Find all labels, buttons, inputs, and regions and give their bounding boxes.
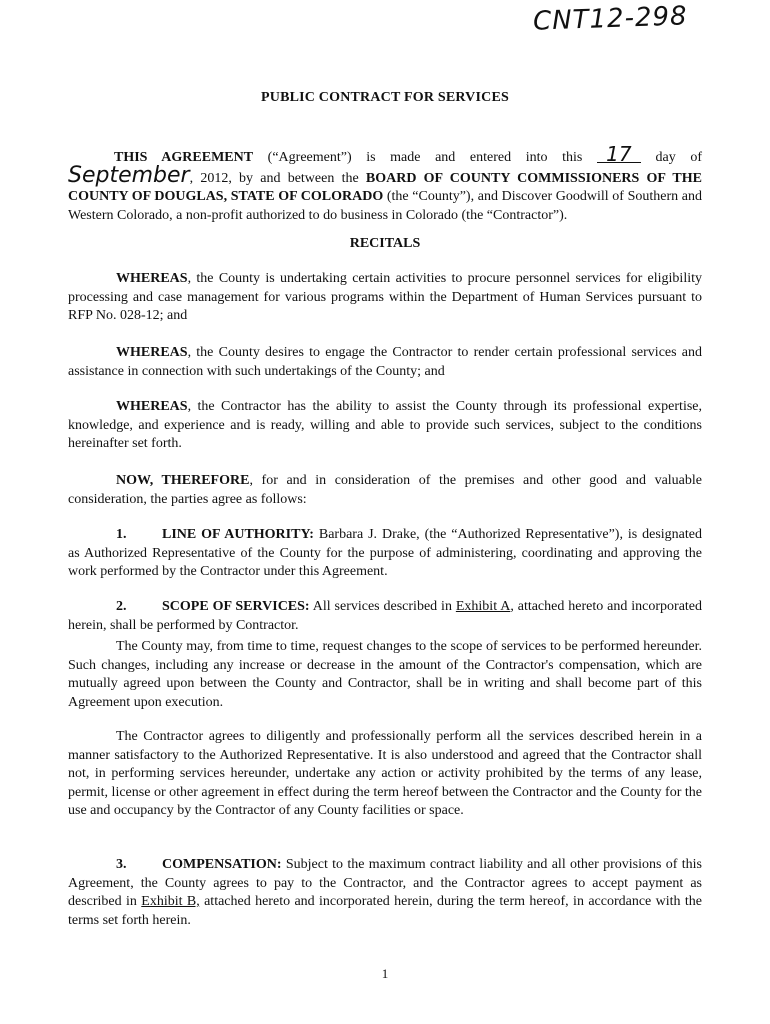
section-1-heading: LINE OF AUTHORITY: bbox=[162, 527, 314, 542]
intro-paragraph: THIS AGREEMENT (“Agreement”) is made and entered into this 17 day of September, 2012, by and between the BOARD OF COUNTY COMMISSIONERS OF THE COUNTY OF DOUGLAS, STATE OF COLORADO (the “County”), and Discover Goodwill of Southern and Western Colorado, a non-profit authorized to do business in Colorado (the “Contractor”). bbox=[68, 142, 702, 223]
section-2-scope-of-services: 2. SCOPE OF SERVICES: All services described in Exhibit A, attached hereto and incorporated herein, shall be performed by Contractor. bbox=[68, 599, 703, 633]
section-3-heading: COMPENSATION: bbox=[162, 857, 282, 872]
agreement-term: THIS AGREEMENT bbox=[114, 150, 254, 165]
page-number: 1 bbox=[381, 966, 389, 981]
handwritten-contract-number: CNT12-298 bbox=[532, 1, 689, 37]
section-2-performance-paragraph: The Contractor agrees to diligently and professionally perform all the services described herein in a manner satisfactory to the Authorized Representative. It is also understood and agreed that the Contractor shall not, in performing services hereunder, undertake any action or activity prohibited by the terms of any lease, permit, license or other agreement in effect during the term hereof between the Contractor and the County for the use and occupancy by the Contractor of any County facilities or space. bbox=[68, 729, 702, 818]
whereas-paragraph-1: WHEREAS, the County is undertaking certain activities to procure personnel services for eligibility processing and case management for various programs within the Department of Human Services pursuant to RFP No. 028-12; and bbox=[68, 271, 702, 323]
section-2-heading: SCOPE OF SERVICES: bbox=[162, 599, 310, 614]
exhibit-a-reference: Exhibit A bbox=[455, 599, 511, 614]
whereas-paragraph-2: WHEREAS, the County desires to engage the Contractor to render certain professional services and assistance in connection with such undertakings of the County; and bbox=[68, 345, 702, 379]
exhibit-b-reference: Exhibit B, bbox=[141, 894, 200, 909]
document-title: PUBLIC CONTRACT FOR SERVICES bbox=[261, 90, 509, 105]
whereas-paragraph-3: WHEREAS, the Contractor has the ability to assist the County through its professional expertise, knowledge, and experience and is ready, willing and able to provide such services, subject to the conditions hereinafter set forth. bbox=[68, 399, 702, 451]
county-board-name: BOARD OF COUNTY COMMISSIONERS OF THE COUNTY OF DOUGLAS, STATE OF COLORADO bbox=[68, 170, 702, 204]
handwritten-day: 17 bbox=[597, 146, 641, 163]
recitals-heading: RECITALS bbox=[349, 236, 421, 251]
handwritten-month: September bbox=[68, 162, 190, 188]
section-3-compensation: 3. COMPENSATION: Subject to the maximum contract liability and all other provisions of this Agreement, the County agrees to pay to the Contractor, and the Contractor agrees to accept payment as described in Exhibit B, attached hereto and incorporated herein, during the term hereof, in accordance with the terms set forth herein. bbox=[68, 857, 702, 928]
now-therefore-paragraph: NOW, THEREFORE, for and in consideration of the premises and other good and valuable consideration, the parties agree as follows: bbox=[68, 473, 702, 507]
section-2-changes-paragraph: The County may, from time to time, request changes to the scope of services to be performed hereunder. Such changes, including any increase or decrease in the amount of the Contractor's compensation, which are mutually agreed upon between the County and Contractor, shall be in writing and shall become part of this Agreement upon execution. bbox=[68, 639, 702, 710]
section-1-line-of-authority: 1. LINE OF AUTHORITY: Barbara J. Drake, (the “Authorized Representative”), is designated as Authorized Representative of the County for the purpose of administering, coordinating and approving the work performed by the Contractor under this Agreement. bbox=[68, 527, 702, 579]
